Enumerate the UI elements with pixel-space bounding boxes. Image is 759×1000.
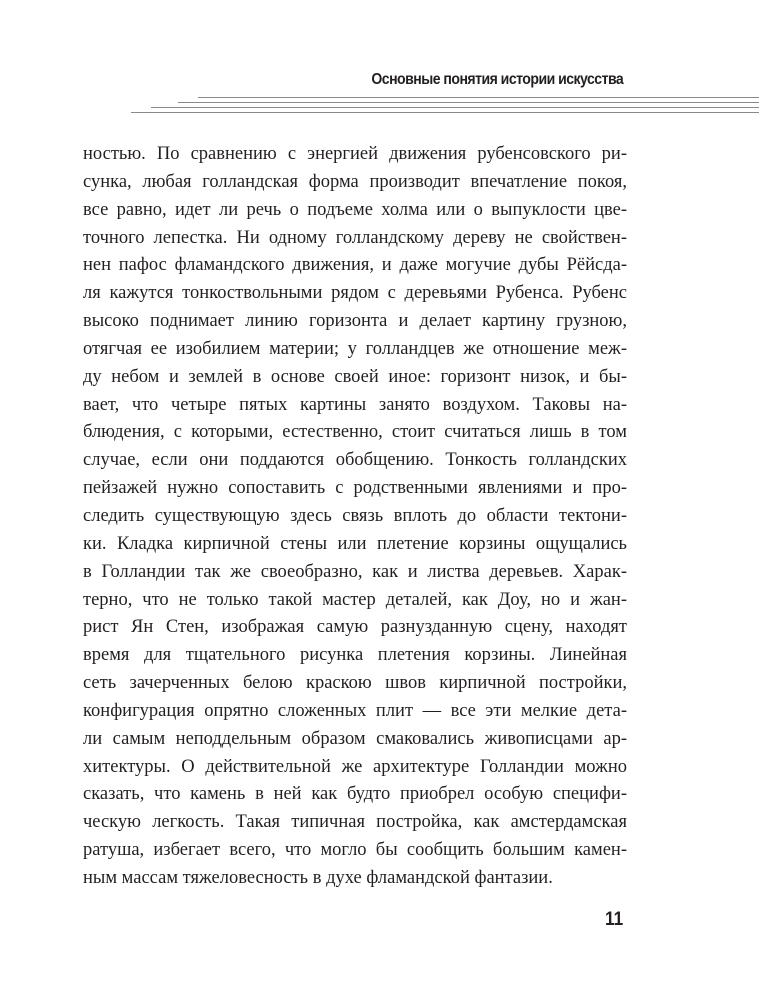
text-line: ческую легкость. Такая типичная постройка, как амстердамская: [83, 812, 627, 833]
text-line: сказать, что камень в ней как будто приобрел особую специфи-: [83, 784, 627, 805]
header-rule-3: [151, 107, 759, 108]
text-line: ля кажутся тонкоствольными рядом с деревьями Рубенса. Рубенс: [83, 283, 627, 304]
text-line: в Голландии так же своеобразно, как и листва деревьев. Харак-: [83, 561, 627, 582]
text-line: ли самым неподдельным образом смаковались живописцами ар-: [83, 728, 627, 749]
text-line: блюдения, с которыми, естественно, стоит считаться лишь в том: [83, 422, 627, 443]
text-line: все равно, идет ли речь о подъеме холма или о выпуклости цве-: [83, 199, 627, 220]
text-line: терно, что не только такой мастер деталей, как Доу, но и жан-: [83, 589, 627, 610]
text-line: время для тщательного рисунка плетения корзины. Линейная: [83, 645, 627, 666]
text-line: ду небом и землей в основе своей иное: горизонт низок, и бы-: [83, 366, 627, 387]
text-line: случае, если они поддаются обобщению. Тонкость голландских: [83, 450, 627, 471]
header-rule-4: [131, 112, 759, 113]
text-line: пейзажей нужно сопоставить с родственными явлениями и про-: [83, 478, 627, 499]
text-line: ки. Кладка кирпичной стены или плетение корзины ощущались: [83, 533, 627, 554]
text-line: конфигурация опрятно сложенных плит — все эти мелкие дета-: [83, 700, 627, 721]
text-line: сунка, любая голландская форма производит впечатление покоя,: [83, 171, 627, 192]
text-line: ратуша, избегает всего, что могло бы сообщить большим камен-: [83, 840, 627, 861]
header-rule-1: [198, 97, 759, 98]
text-line: отягчая ее изобилием материи; у голландцев же отношение меж-: [83, 338, 627, 359]
text-line: рист Ян Стен, изображая самую разнузданную сцену, находят: [83, 617, 627, 638]
page-number: 11: [604, 909, 623, 930]
text-line: нен пафос фламандского движения, и даже могучие дубы Рёйсда-: [83, 255, 627, 276]
text-line-last: ным массам тяжеловесность в духе фламандской фантазии.: [83, 867, 553, 888]
text-line: точного лепестка. Ни одному голландскому дереву не свойствен-: [83, 227, 627, 248]
text-line: хитектуры. О действительной же архитектуре Голландии можно: [83, 756, 627, 777]
text-line: сеть зачерченных белою краскою швов кирпичной постройки,: [83, 673, 627, 694]
text-line: вает, что четыре пятых картины занято воздухом. Таковы на-: [83, 394, 627, 415]
header-rule-2: [178, 102, 759, 103]
text-line: ностью. По сравнению с энергией движения рубенсовского ри-: [83, 144, 627, 164]
text-line: высоко поднимает линию горизонта и делает картину грузною,: [83, 311, 627, 332]
text-line: следить существующую здесь связь вплоть до области тектони-: [83, 505, 627, 526]
body-text: [83, 141, 627, 893]
running-head-title: Основные понятия истории искусства: [371, 71, 623, 88]
